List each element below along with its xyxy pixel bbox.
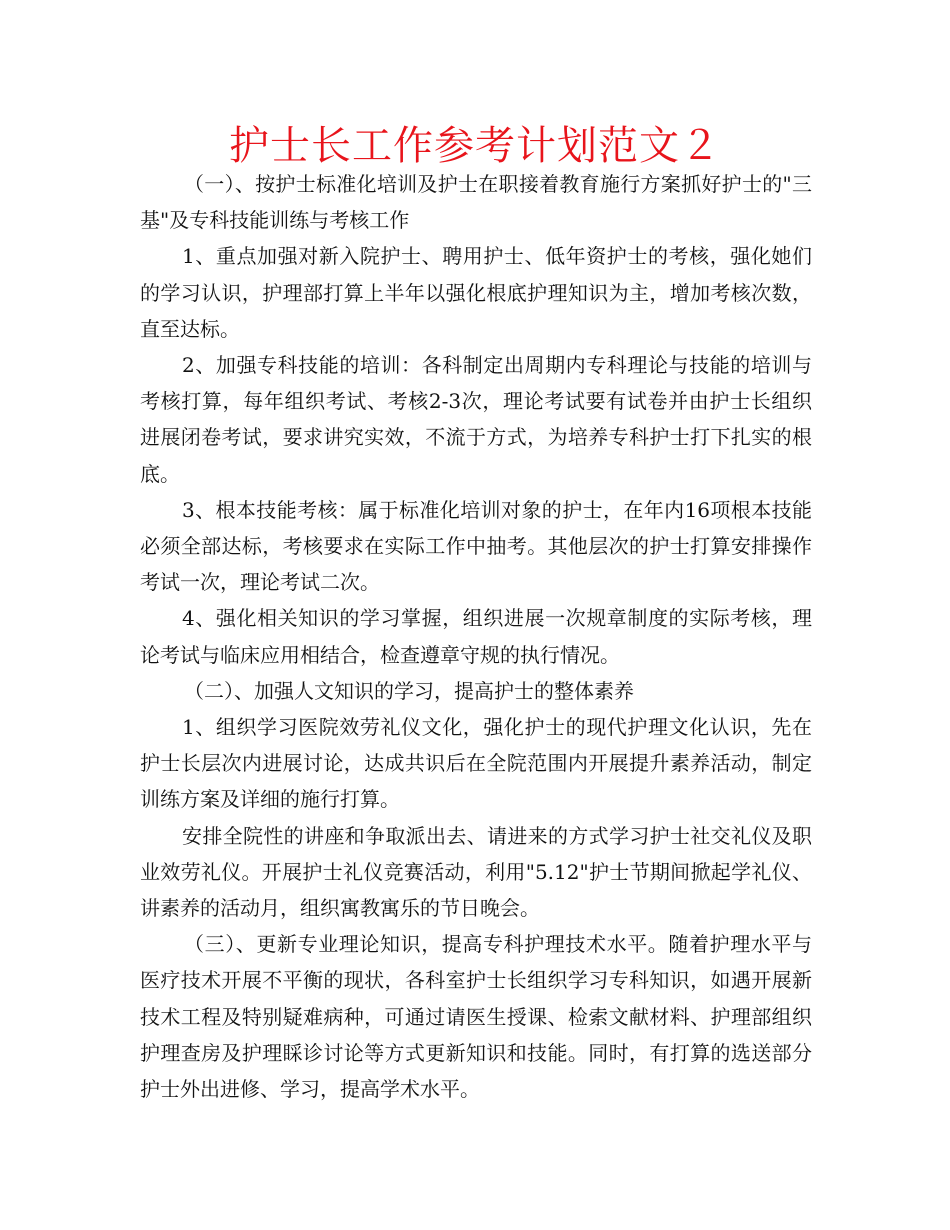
body-paragraph: 1、组织学习医院效劳礼仪文化，强化护士的现代护理文化认识，先在护士长层次内进展讨论，达成共识后在全院范围内开展提升素养活动，制定训练方案及详细的施行打算。 <box>140 715 812 812</box>
section-heading-1: （一）、按护士标准化培训及护士在职接着教育施行方案抓好护士的"三基"及专科技能训练与考核工作 <box>140 172 812 233</box>
document-title: 护士长工作参考计划范文２ <box>229 123 721 169</box>
section-heading-2: （二）、加强人文知识的学习，提高护士的整体素养 <box>184 678 634 703</box>
body-paragraph: 3、根本技能考核：属于标准化培训对象的护士，在年内16项根本技能必须全部达标，考核要求在实际工作中抽考。其他层次的护士打算安排操作考试一次，理论考试二次。 <box>140 497 812 595</box>
document-body <box>140 166 812 1107</box>
body-paragraph: 1、重点加强对新入院护士、聘用护士、低年资护士的考核，强化她们的学习认识，护理部打算上半年以强化根底护理知识为主，增加考核次数，直至达标。 <box>140 244 812 341</box>
body-paragraph: 4、强化相关知识的学习掌握，组织进展一次规章制度的实际考核，理论考试与临床应用相结合，检查遵章守规的执行情况。 <box>140 606 812 667</box>
body-paragraph: 2、加强专科技能的培训：各科制定出周期内专科理论与技能的培训与考核打算，每年组织考试、考核2-3次，理论考试要有试卷并由护士长组织进展闭卷考试，要求讲究实效，不流于方式，为培养专科护士打下扎实的根底。 <box>140 353 812 486</box>
body-paragraph: 安排全院性的讲座和争取派出去、请进来的方式学习护士社交礼仪及职业效劳礼仪。开展护士礼仪竞赛活动，利用"5.12"护士节期间掀起学礼仪、讲素养的活动月，组织寓教寓乐的节日晚会。 <box>140 823 812 921</box>
section-heading-3: （三）、更新专业理论知识，提高专科护理技术水平。随着护理水平与医疗技术开展不平衡的现状，各科室护士长组织学习专科知识，如遇开展新技术工程及特别疑难病种，可通过请医生授课、检索文献材料、护理部组织护理查房及护理睬诊讨论等方式更新知识和技能。同时，有打算的选送部分护士外出进修、学习，提高学术水平。 <box>140 932 812 1102</box>
